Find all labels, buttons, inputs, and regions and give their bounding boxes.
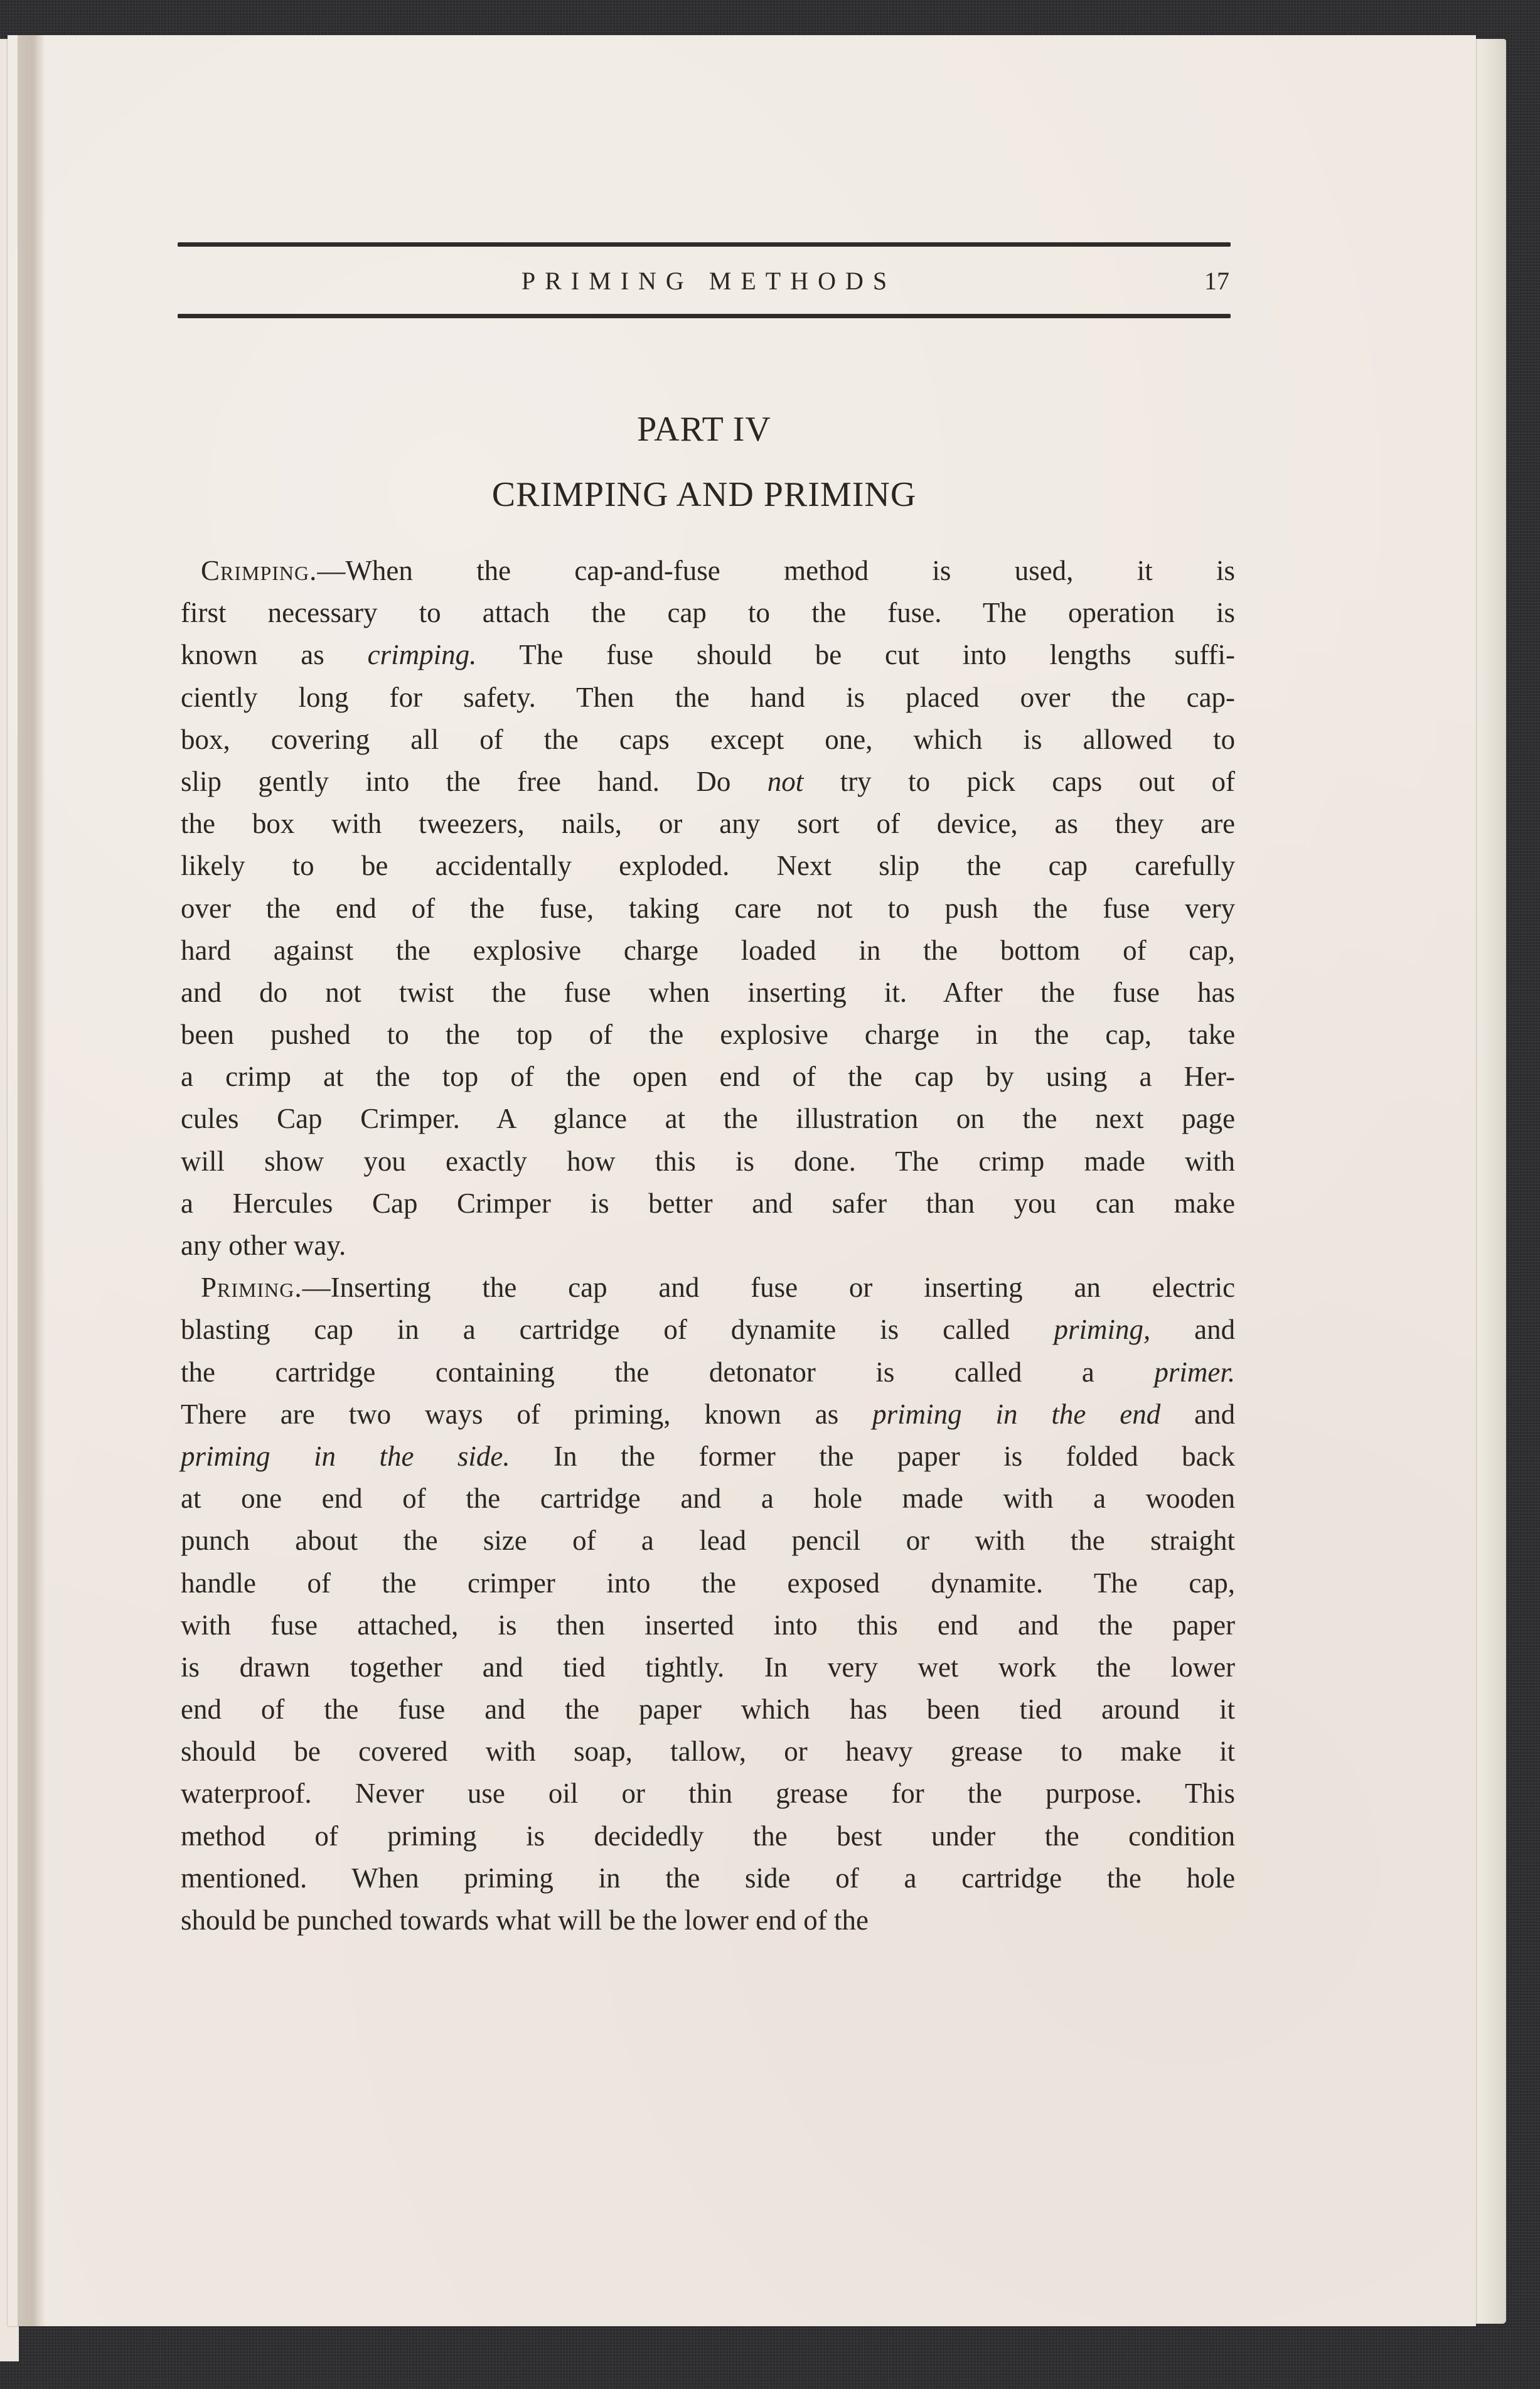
- text-run: any other way.: [181, 1230, 346, 1261]
- italic-term: not: [767, 765, 804, 797]
- text-line: [181, 1225, 1235, 1267]
- italic-term: priming in the end: [872, 1398, 1161, 1430]
- italic-term: crimping.: [367, 639, 477, 671]
- text-run: a crimp at the top of the open end of the cap by using a Her-: [181, 1061, 1236, 1093]
- text-run: box, covering all of the caps except one, which is allowed to: [181, 723, 1236, 755]
- text-line: [181, 550, 1235, 592]
- text-run: cules Cap Crimper. A glance at the illustration on the next page: [181, 1103, 1236, 1135]
- text-line: [181, 1183, 1235, 1225]
- text-line: [181, 719, 1235, 761]
- paragraph-priming: [181, 1267, 1235, 1941]
- text-run: method of priming is decidedly the best under the condition: [181, 1820, 1236, 1852]
- text-run: ciently long for safety. Then the hand is placed over the cap-: [181, 681, 1236, 713]
- text-line: [181, 1604, 1235, 1646]
- text-line: [181, 845, 1235, 887]
- text-line: [181, 930, 1235, 972]
- text-line: [181, 1141, 1235, 1183]
- text-run: is drawn together and tied tightly. In very wet work the lower: [181, 1651, 1236, 1683]
- text-run: —Inserting the cap and fuse or inserting an electric: [302, 1272, 1236, 1304]
- text-run: end of the fuse and the paper which has been tied around it: [181, 1694, 1236, 1726]
- text-line: [181, 592, 1235, 634]
- text-line: [181, 1688, 1235, 1731]
- text-run: try to pick caps out of: [840, 765, 1236, 797]
- text-run: the cartridge containing the detonator is called a: [181, 1356, 1094, 1388]
- text-run: at one end of the cartridge and a hole made with a wooden: [181, 1483, 1236, 1515]
- text-run: hard against the explosive charge loaded in the bottom of cap,: [181, 934, 1235, 966]
- text-run: punch about the size of a lead pencil or with the straight: [181, 1525, 1236, 1557]
- text-run: handle of the crimper into the exposed dynamite. The cap,: [181, 1567, 1236, 1599]
- text-run: first necessary to attach the cap to the fuse. The operation is: [181, 597, 1236, 629]
- text-run: a Hercules Cap Crimper is better and safer than you can make: [181, 1187, 1236, 1219]
- body-text: [181, 550, 1235, 1941]
- text-line: [181, 1393, 1235, 1436]
- text-line: [181, 1520, 1235, 1562]
- text-line: [181, 761, 1235, 803]
- header-rule-bottom: [178, 314, 1231, 318]
- text-line: [181, 1562, 1235, 1604]
- text-line: [181, 1857, 1235, 1899]
- text-run: blasting cap in a cartridge of dynamite is called: [181, 1314, 1010, 1346]
- text-line: [181, 1815, 1235, 1857]
- part-heading: PART IV: [637, 410, 771, 449]
- paragraph-crimping: [181, 550, 1235, 1267]
- text-run: will show you exactly how this is done. The crimp made with: [181, 1145, 1236, 1177]
- text-run: the box with tweezers, nails, or any sort of device, as they are: [181, 808, 1236, 840]
- text-line: [181, 972, 1235, 1014]
- text-run: likely to be accidentally exploded. Next slip the cap carefully: [181, 850, 1236, 882]
- text-line: [181, 1351, 1235, 1393]
- text-line: [181, 803, 1235, 845]
- text-run: and do not twist the fuse when inserting it. After the fuse has: [181, 976, 1235, 1008]
- text-run: over the end of the fuse, taking care not to push the fuse very: [181, 892, 1236, 924]
- running-head-title: PRIMING METHODS: [521, 267, 897, 295]
- text-run: In the former the paper is folded back: [553, 1440, 1236, 1472]
- header-rule-top: [178, 242, 1231, 247]
- text-run: —When the cap-and-fuse method is used, it is: [317, 555, 1236, 586]
- text-line: [181, 634, 1235, 676]
- text-run: and: [1194, 1398, 1236, 1430]
- paragraph-lead-in: Priming.: [201, 1272, 302, 1304]
- text-run: slip gently into the free hand. Do: [181, 765, 731, 797]
- text-run: been pushed to the top of the explosive charge in the cap, take: [181, 1019, 1236, 1051]
- text-run: should be punched towards what will be the lower end of the: [181, 1904, 869, 1936]
- text-line: [181, 1436, 1235, 1478]
- text-run: The fuse should be cut into lengths suffi-: [519, 639, 1236, 671]
- text-line: [181, 1773, 1235, 1815]
- text-line: [181, 1899, 1235, 1941]
- text-line: [181, 1056, 1235, 1098]
- text-line: [181, 1098, 1235, 1140]
- italic-term: priming,: [1054, 1314, 1151, 1346]
- italic-term: priming in the side.: [181, 1440, 510, 1472]
- text-line: [181, 1478, 1235, 1520]
- text-run: with fuse attached, is then inserted into this end and the paper: [181, 1609, 1236, 1641]
- italic-term: primer.: [1154, 1356, 1236, 1388]
- page-number: 17: [1204, 267, 1229, 295]
- text-run: mentioned. When priming in the side of a cartridge the hole: [181, 1862, 1236, 1894]
- text-run: waterproof. Never use oil or thin grease for the purpose. This: [181, 1778, 1236, 1810]
- text-run: There are two ways of priming, known as: [181, 1398, 839, 1430]
- text-line: [181, 677, 1235, 719]
- text-line: [181, 1267, 1235, 1309]
- text-line: [181, 1731, 1235, 1773]
- text-line: [181, 1014, 1235, 1056]
- text-line: [181, 888, 1235, 930]
- gutter-shadow: [18, 35, 45, 2326]
- paragraph-lead-in: Crimping.: [201, 555, 318, 586]
- text-run: should be covered with soap, tallow, or heavy grease to make it: [181, 1736, 1236, 1768]
- text-line: [181, 1309, 1235, 1351]
- running-head: [178, 262, 1231, 300]
- chapter-title: CRIMPING AND PRIMING: [491, 475, 917, 514]
- text-run: and: [1194, 1314, 1236, 1346]
- text-run: known as: [181, 639, 324, 671]
- text-line: [181, 1646, 1235, 1688]
